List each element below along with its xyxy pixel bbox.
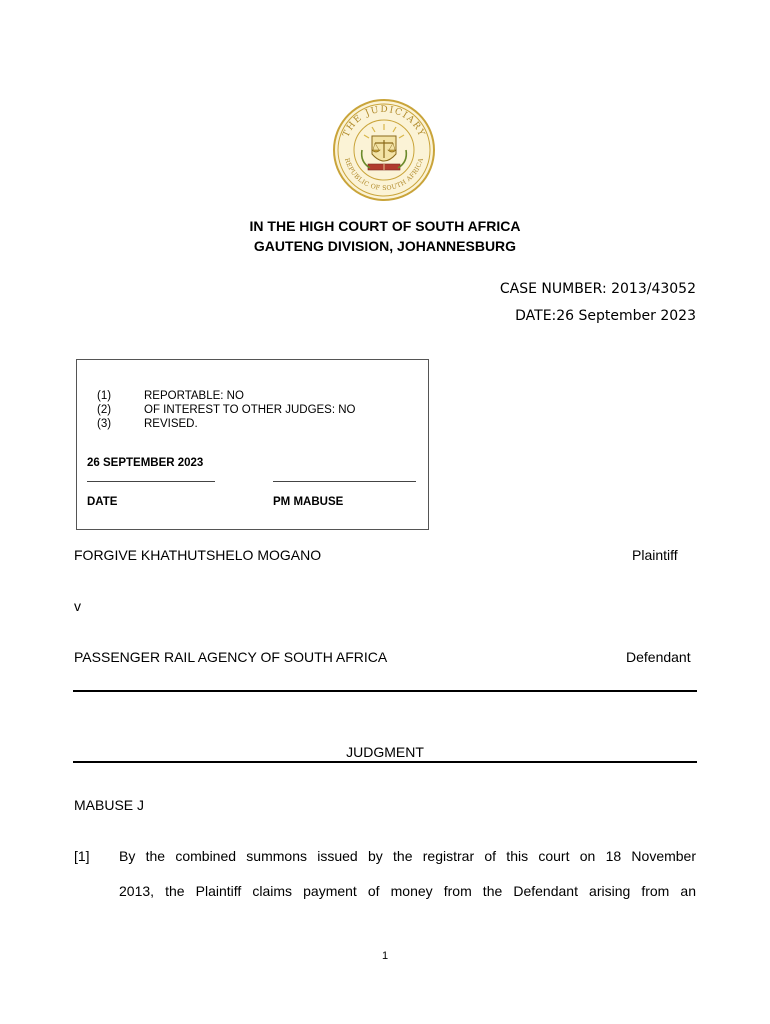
status-item-revised: REVISED.	[144, 418, 198, 430]
reportable-status-box	[76, 359, 429, 530]
judge-name: MABUSE J	[74, 797, 145, 813]
judge-signature-line	[273, 481, 416, 482]
status-item-number: (3)	[97, 418, 112, 430]
seal-top-text: THE JUDICIARY	[341, 104, 427, 139]
date-label: DATE	[87, 496, 118, 508]
plaintiff-role: Plaintiff	[632, 547, 678, 563]
paragraph-line: By the combined summons issued by the registrar of this court on 18 November	[119, 848, 696, 864]
defendant-name: PASSENGER RAIL AGENCY OF SOUTH AFRICA	[74, 649, 388, 665]
judgment-date: DATE:26 September 2023	[515, 308, 696, 324]
signed-date: 26 SEPTEMBER 2023	[87, 457, 204, 469]
status-item-number: (2)	[97, 404, 112, 416]
case-number: CASE NUMBER: 2013/43052	[499, 281, 696, 297]
status-item-number: (1)	[97, 390, 112, 402]
defendant-role: Defendant	[626, 649, 691, 665]
divider	[73, 761, 697, 763]
judgment-heading: JUDGMENT	[346, 744, 424, 760]
paragraph-line: 2013, the Plaintiff claims payment of money from the Defendant arising from an	[119, 883, 696, 899]
date-signature-line	[87, 481, 215, 482]
judiciary-seal	[332, 98, 436, 202]
versus: v	[74, 598, 81, 614]
paragraph-number: [1]	[74, 848, 90, 864]
page-number: 1	[381, 950, 389, 962]
court-name: IN THE HIGH COURT OF SOUTH AFRICA	[249, 218, 521, 234]
court-division: GAUTENG DIVISION, JOHANNESBURG	[253, 238, 517, 254]
seal-bottom-text: REPUBLIC OF SOUTH AFRICA	[342, 157, 426, 193]
signatory-name: PM MABUSE	[273, 496, 344, 508]
plaintiff-name: FORGIVE KHATHUTSHELO MOGANO	[74, 547, 322, 563]
status-item-reportable: REPORTABLE: NO	[144, 390, 244, 402]
divider	[73, 690, 697, 692]
status-item-interest: OF INTEREST TO OTHER JUDGES: NO	[144, 404, 356, 416]
